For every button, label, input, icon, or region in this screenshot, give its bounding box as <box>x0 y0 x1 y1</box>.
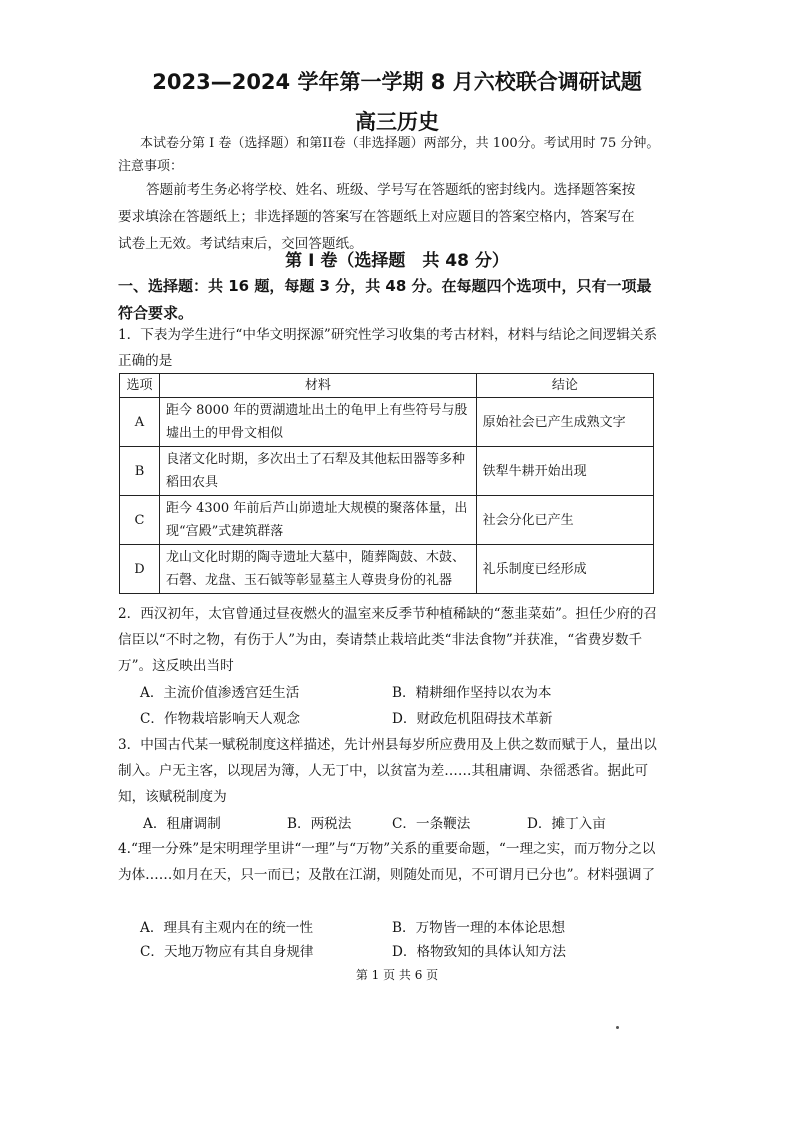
table-row <box>120 398 654 447</box>
question-3-option-d: D．摊丁入亩 <box>527 816 606 832</box>
question-2-option-d: D．财政危机阻碍技术革新 <box>392 711 553 727</box>
table-cell-conclusion: 社会分化已产生 <box>476 496 653 545</box>
section-title: 第 I 卷（选择题 共 48 分） <box>285 251 509 271</box>
table-cell-material: 距今 4300 年前后芦山峁遗址大规模的聚落体量，出现“宫殿”式建筑群落 <box>159 496 476 545</box>
table-row <box>120 545 654 594</box>
question-3-option-a: A．租庸调制 <box>143 816 221 832</box>
section-instruction: 一、选择题：共 16 题，每题 3 分，共 48 分。在每题四个选项中，只有一项最符合要求。 <box>118 277 652 322</box>
question-3-option-c: C．一条鞭法 <box>392 816 471 832</box>
table-cell-conclusion: 铁犁牛耕开始出现 <box>476 447 653 496</box>
table-header-cell: 材料 <box>159 374 476 398</box>
table-cell-option: C <box>120 496 160 545</box>
table-cell-material: 良渚文化时期，多次出土了石犁及其他耘田器等多种稻田农具 <box>159 447 476 496</box>
table-header-cell: 结论 <box>476 374 653 398</box>
question-2-option-a: A．主流价值渗透宫廷生活 <box>140 685 300 701</box>
scan-speck <box>616 1026 619 1029</box>
table-row <box>120 447 654 496</box>
question-2-option-b: B．精耕细作坚持以农为本 <box>392 685 552 701</box>
question-4-stem: 4.“理一分殊”是宋明理学里讲“一理”与“万物”关系的重要命题，“一理之实，而万物分之以为体……如月在天，只一而已；及散在江湖，则随处而见，不可谓月已分也”。材料强调了 <box>118 841 656 883</box>
table-row <box>120 496 654 545</box>
question-2-option-c: C．作物栽培影响天人观念 <box>140 711 300 727</box>
question-4-option-d: D．格物致知的具体认知方法 <box>392 944 567 960</box>
notice-label: 注意事项： <box>118 159 184 174</box>
table-header-row <box>120 374 654 398</box>
table-header-cell: 选项 <box>120 374 160 398</box>
question-4-option-b: B．万物皆一理的本体论思想 <box>392 920 566 936</box>
question-1-table <box>119 373 654 594</box>
table-cell-option: B <box>120 447 160 496</box>
question-3-option-b: B．两税法 <box>287 816 352 832</box>
question-3-stem: 3．中国古代某一赋税制度这样描述，先计州县每岁所应费用及上供之数而赋于人，量出以制入。户无主客，以现居为簿，人无丁中，以贫富为差……其租庸调、杂徭悉省。据此可知，该赋税制度为 <box>118 737 657 805</box>
table-cell-option: D <box>120 545 160 594</box>
page-footer: 第 1 页 共 6 页 <box>355 968 439 982</box>
question-1-stem: 1．下表为学生进行“中华文明探源”研究性学习收集的考古材料，材料与结论之间逻辑关系正确的是 <box>118 327 658 369</box>
question-4-option-a: A．理具有主观内在的统一性 <box>140 920 313 936</box>
question-4-option-c: C．天地万物应有其自身规律 <box>140 944 314 960</box>
table-cell-conclusion: 原始社会已产生成熟文字 <box>476 398 653 447</box>
table-cell-material: 距今 8000 年的贾湖遗址出土的龟甲上有些符号与殷墟出土的甲骨文相似 <box>159 398 476 447</box>
table-cell-option: A <box>120 398 160 447</box>
table-cell-material: 龙山文化时期的陶寺遗址大墓中，随葬陶鼓、木鼓、石磬、龙盘、玉石钺等彰显墓主人尊贵身份的礼器 <box>159 545 476 594</box>
notice-text: 答题前考生务必将学校、姓名、班级、学号写在答题纸的密封线内。选择题答案按要求填涂在答题纸上；非选择题的答案写在答题纸上对应题目的答案空格内，答案写在试卷上无效。考试结束后，交回答题纸。 <box>118 182 636 252</box>
question-2-stem: 2．西汉初年，太官曾通过昼夜燃火的温室来反季节种植稀缺的“葱韭菜茹”。担任少府的召信臣以“不时之物，有伤于人”为由，奏请禁止栽培此类“非法食物”并获准，“省费岁数千万”。这反映出当时 <box>118 606 658 674</box>
exam-subject: 高三历史 <box>355 110 439 134</box>
exam-title: 2023—2024 学年第一学期 8 月六校联合调研试题 <box>152 70 642 94</box>
table-cell-conclusion: 礼乐制度已经形成 <box>476 545 653 594</box>
intro-text: 本试卷分第 I 卷（选择题）和第II卷（非选择题）两部分，共 100分。考试用时 75 分钟。 <box>140 136 660 151</box>
